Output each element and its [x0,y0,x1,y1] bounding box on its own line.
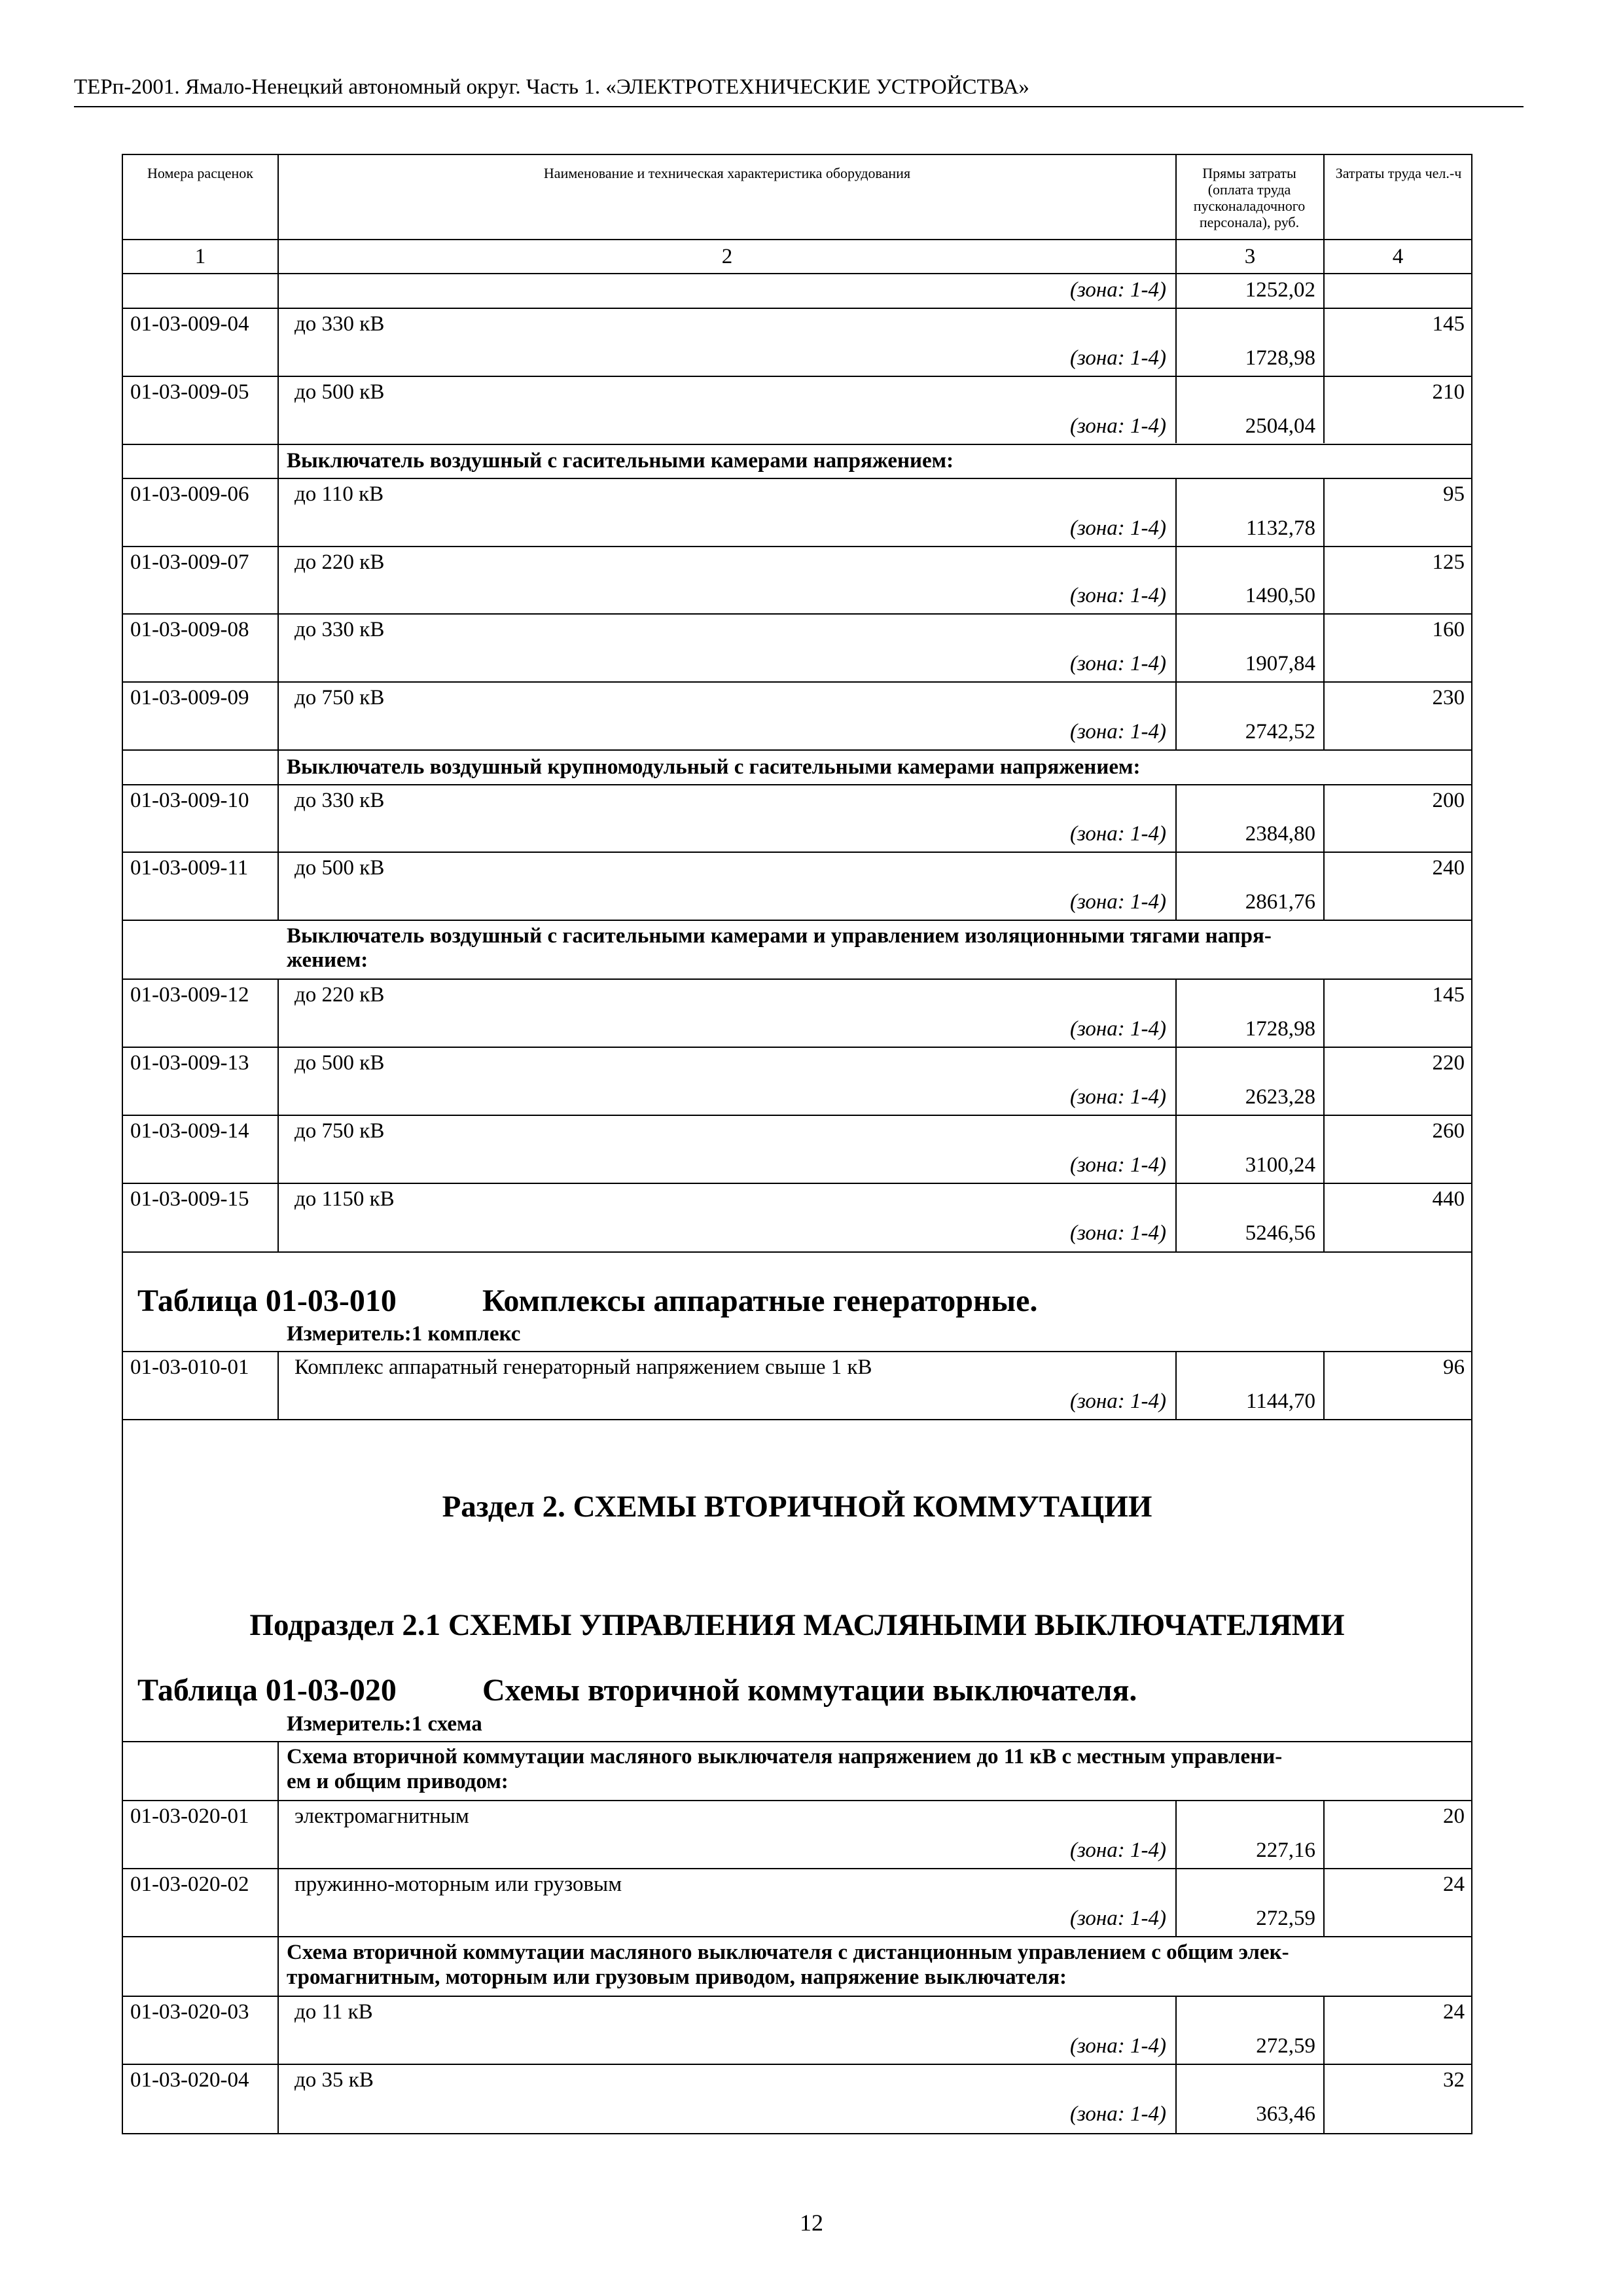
direct-cost: 363,46 [1256,2102,1315,2126]
group-heading: Выключатель воздушный крупномодульный с гасительными камерами напряжением: [287,755,1141,779]
col-sep [1323,1996,1325,2134]
rule [122,1868,1472,1869]
rate-code: 01-03-009-12 [130,983,249,1007]
rule [122,546,1472,547]
col-number-2: 2 [721,245,733,268]
col-sep [1323,1800,1325,1937]
col-sep [1175,1996,1177,2134]
labor-cost: 96 [1443,1355,1465,1379]
labor-cost: 145 [1432,312,1465,336]
item-name: до 11 кВ [294,2000,373,2024]
col-sep [277,1741,279,1801]
rule [122,1115,1472,1116]
col-sep [1175,784,1177,921]
rate-code: 01-03-009-09 [130,686,249,709]
item-name: до 35 кВ [294,2068,374,2092]
zone-label: (зона: 1-4) [1069,278,1166,302]
col-sep [1323,154,1325,443]
labor-cost: 24 [1443,2000,1465,2024]
direct-cost: 2742,52 [1245,720,1315,744]
direct-cost: 2504,04 [1245,414,1315,438]
rule [122,1800,1472,1801]
rule [122,2064,1472,2065]
zone-label: (зона: 1-4) [1069,652,1166,675]
rule [122,273,1472,274]
table-number: Таблица 01-03-010 [137,1283,397,1318]
col-sep [1175,978,1177,1253]
rate-code: 01-03-009-08 [130,618,249,641]
zone-label: (зона: 1-4) [1069,1907,1166,1930]
labor-cost: 200 [1432,789,1465,812]
subsection-title: Подраздел 2.1 СХЕМЫ УПРАВЛЕНИЯ МАСЛЯНЫМИ ВЫКЛЮЧАТЕЛЯМИ [249,1608,1345,1642]
col-sep [1323,784,1325,921]
unit-of-measure: Измеритель:1 комплекс [287,1322,521,1346]
col-sep [1323,978,1325,1253]
direct-cost: 3100,24 [1245,1153,1315,1177]
rule [122,2133,1472,2134]
rate-code: 01-03-020-02 [130,1873,249,1896]
group-heading-line: Схема вторичной коммутации масляного выключателя напряжением до 11 кВ с местным управлени- [287,1745,1283,1768]
col-number-3: 3 [1244,245,1256,268]
rule [122,1996,1472,1997]
col-sep [1175,154,1177,443]
rule [122,1741,1472,1742]
item-name: до 750 кВ [294,686,385,709]
zone-label: (зона: 1-4) [1069,346,1166,370]
labor-cost: 210 [1432,380,1465,404]
section-title: Раздел 2. СХЕМЫ ВТОРИЧНОЙ КОММУТАЦИИ [442,1490,1152,1524]
direct-cost: 1907,84 [1245,652,1315,675]
zone-label: (зона: 1-4) [1069,720,1166,744]
col-sep [277,1996,279,2134]
rule [122,784,1472,785]
rule [122,376,1472,377]
col-header-code: Номера расценок [147,165,253,181]
item-name: до 1150 кВ [294,1187,395,1211]
item-name: до 750 кВ [294,1119,385,1143]
rate-code: 01-03-020-01 [130,1804,249,1828]
group-heading: Выключатель воздушный с гасительными камерами напряжением: [287,449,954,473]
direct-cost: 1144,70 [1245,1390,1315,1413]
rate-code: 01-03-009-10 [130,789,249,812]
zone-label: (зона: 1-4) [1069,1153,1166,1177]
direct-cost: 1728,98 [1245,1017,1315,1041]
header-rule [74,106,1524,107]
direct-cost: 1252,02 [1245,278,1315,302]
rate-code: 01-03-020-04 [130,2068,249,2092]
zone-label: (зона: 1-4) [1069,1839,1166,1862]
col-sep [277,1351,279,1420]
group-heading-line: тромагнитным, моторным или грузовым приводом, напряжение выключателя: [287,1965,1067,1989]
rate-code: 01-03-009-04 [130,312,249,336]
direct-cost: 2623,28 [1245,1085,1315,1109]
zone-label: (зона: 1-4) [1069,1221,1166,1245]
item-name: до 330 кВ [294,618,385,641]
zone-label: (зона: 1-4) [1069,584,1166,607]
direct-cost: 272,59 [1256,1907,1315,1930]
direct-cost: 1132,78 [1245,516,1315,540]
direct-cost: 272,59 [1256,2034,1315,2058]
zone-label: (зона: 1-4) [1069,1390,1166,1413]
item-name: до 500 кВ [294,856,385,880]
item-name: до 330 кВ [294,312,385,336]
labor-cost: 230 [1432,686,1465,709]
rule [122,239,1472,240]
rule [122,852,1472,853]
col-sep [1175,1800,1177,1937]
col-sep [1175,1351,1177,1420]
labor-cost: 24 [1443,1873,1465,1896]
item-name: до 110 кВ [294,482,384,506]
rate-code: 01-03-009-11 [130,856,249,880]
table-number: Таблица 01-03-020 [137,1673,397,1708]
group-heading-line: ем и общим приводом: [287,1770,508,1793]
col-number-4: 4 [1392,245,1404,268]
zone-label: (зона: 1-4) [1069,822,1166,846]
zone-label: (зона: 1-4) [1069,2034,1166,2058]
zone-label: (зона: 1-4) [1069,2102,1166,2126]
zone-label: (зона: 1-4) [1069,516,1166,540]
labor-cost: 145 [1432,983,1465,1007]
item-name: до 220 кВ [294,550,385,574]
rule [122,308,1472,309]
direct-cost: 5246,56 [1245,1221,1315,1245]
group-heading-line: жением: [287,948,368,972]
item-name: пружинно-моторным или грузовым [294,1873,622,1896]
direct-cost: 1490,50 [1245,584,1315,607]
labor-cost: 440 [1432,1187,1465,1211]
table-border-right [1471,154,1472,2134]
rule [122,478,1472,479]
table-title: Комплексы аппаратные генераторные. [482,1283,1038,1318]
direct-cost: 1728,98 [1245,346,1315,370]
rate-code: 01-03-020-03 [130,2000,249,2024]
rate-code: 01-03-010-01 [130,1355,249,1379]
item-name: электромагнитным [294,1804,469,1828]
zone-label: (зона: 1-4) [1069,1085,1166,1109]
zone-label: (зона: 1-4) [1069,1017,1166,1041]
labor-cost: 260 [1432,1119,1465,1143]
labor-cost: 20 [1443,1804,1465,1828]
rule [122,444,1472,445]
col-sep [1323,1351,1325,1420]
rate-code: 01-03-009-07 [130,550,249,574]
rule [122,1047,1472,1048]
page-number: 12 [800,2210,823,2236]
zone-label: (зона: 1-4) [1069,890,1166,914]
col-sep [277,1936,279,1997]
col-header-labor: Затраты труда чел.-ч [1335,165,1462,181]
col-sep [277,154,279,921]
rate-code: 01-03-009-06 [130,482,249,506]
labor-cost: 240 [1432,856,1465,880]
item-name: до 220 кВ [294,983,385,1007]
group-heading-line: Схема вторичной коммутации масляного выключателя с дистанционным управлением с общим элек- [287,1941,1289,1964]
labor-cost: 125 [1432,550,1465,574]
labor-cost: 220 [1432,1051,1465,1075]
rule [122,749,1472,751]
rule [122,1183,1472,1184]
zone-label: (зона: 1-4) [1069,414,1166,438]
col-sep [277,1800,279,1937]
rule [122,978,1472,980]
rule [122,154,1472,155]
table-title: Схемы вторичной коммутации выключателя. [482,1673,1137,1708]
labor-cost: 160 [1432,618,1465,641]
col-header-name: Наименование и техническая характеристика оборудования [543,165,911,181]
item-name: до 500 кВ [294,1051,385,1075]
running-header: ТЕРп-2001. Ямало-Ненецкий автономный округ. Часть 1. «ЭЛЕКТРОТЕХНИЧЕСКИЕ УСТРОЙСТВА» [74,75,1029,99]
rate-code: 01-03-009-13 [130,1051,249,1075]
rule [122,1936,1472,1937]
rate-code: 01-03-009-05 [130,380,249,404]
item-name: до 500 кВ [294,380,385,404]
rule [122,1351,1472,1352]
item-name: до 330 кВ [294,789,385,812]
group-heading-line: Выключатель воздушный с гасительными камерами и управлением изоляционными тягами напря- [287,924,1272,948]
unit-of-measure: Измеритель:1 схема [287,1712,482,1736]
rule [122,1419,1472,1420]
col-header-cost: Прямы затраты (оплата труда пусконаладочного персонала), руб. [1193,165,1306,230]
col-sep [1323,478,1325,751]
rate-code: 01-03-009-14 [130,1119,249,1143]
rule [122,920,1472,921]
rule [122,1251,1472,1253]
col-sep [277,978,279,1253]
labor-cost: 32 [1443,2068,1465,2092]
col-sep [1175,478,1177,751]
direct-cost: 227,16 [1256,1839,1315,1862]
direct-cost: 2384,80 [1245,822,1315,846]
rate-code: 01-03-009-15 [130,1187,249,1211]
direct-cost: 2861,76 [1245,890,1315,914]
labor-cost: 95 [1443,482,1465,506]
rule [122,613,1472,615]
item-name: Комплекс аппаратный генераторный напряжением свыше 1 кВ [294,1355,872,1379]
rule [122,681,1472,683]
table-border-left [122,154,123,2134]
col-number-1: 1 [194,245,206,268]
